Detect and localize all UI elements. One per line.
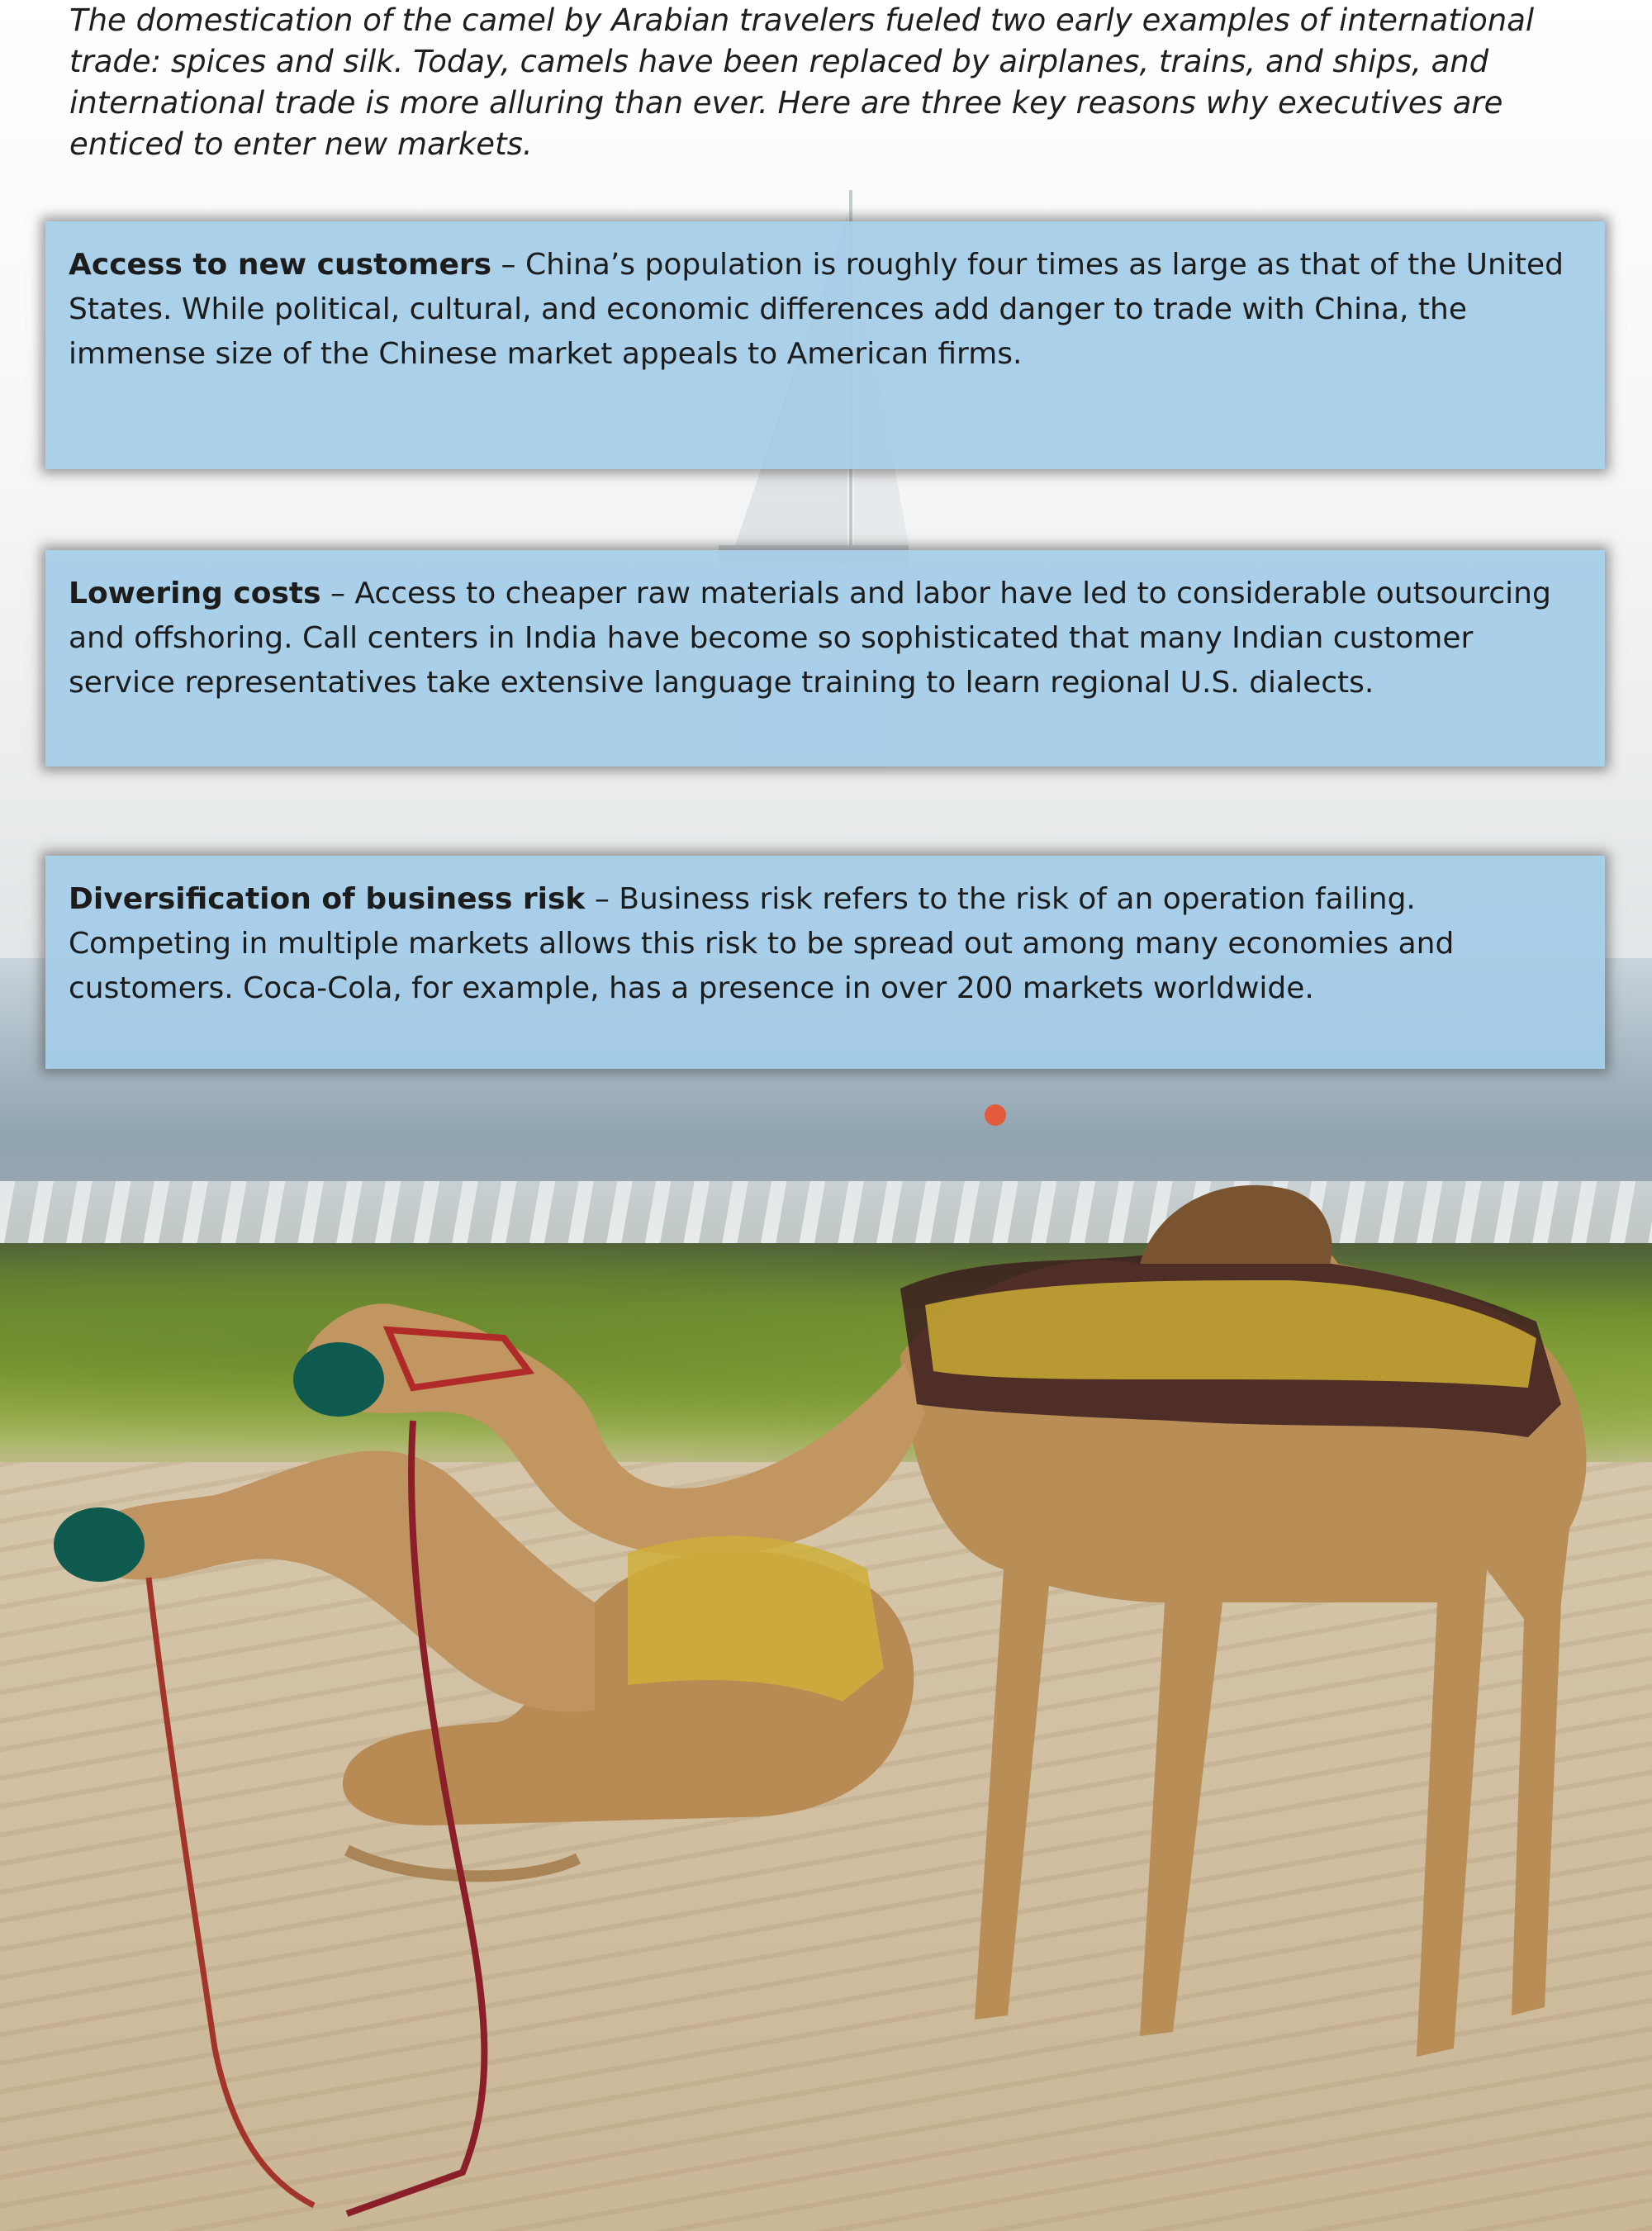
callout-term: Diversification of business risk <box>69 882 586 916</box>
callout-access-to-new-customers <box>45 221 1605 469</box>
callout-separator: – <box>491 248 525 282</box>
callout-diversification-of-business-risk <box>45 856 1605 1069</box>
callout-term: Lowering costs <box>69 577 321 610</box>
camels-illustration <box>0 1140 1652 2231</box>
callout-text: Access to cheaper raw materials and labor have led to considerable outsourcing and offshoring. Call centers in India have become so sophisticated that many Indian customer service representatives take extensive language training to learn regional U.S. dialects. <box>69 577 1551 700</box>
lead-rope-2 <box>149 1578 314 2205</box>
buoy <box>985 1104 1006 1126</box>
callout-text: Business risk refers to the risk of an operation failing. Competing in multiple markets allows this risk to be spread out among many economies and customers. Coca-Cola, for example, has a presence in over 200 markets worldwide. <box>69 882 1455 1005</box>
callout-text: China’s population is roughly four times as large as that of the United States. While political, cultural, and economic differences add danger to trade with China, the immense size of the Chinese market appeals to American firms. <box>69 248 1564 371</box>
callout-lowering-costs <box>45 550 1605 767</box>
callout-term: Access to new customers <box>69 248 492 282</box>
callout-separator: – <box>320 577 355 610</box>
callout-separator: – <box>585 882 620 916</box>
intro-paragraph: The domestication of the camel by Arabian travelers fueled two early examples of international trade: spices and silk. Today, camels have been replaced by airplanes, trains, and ships, and international trade is more alluring than ever. Here are three key reasons why executives are enticed to enter new markets. <box>69 2 1535 162</box>
